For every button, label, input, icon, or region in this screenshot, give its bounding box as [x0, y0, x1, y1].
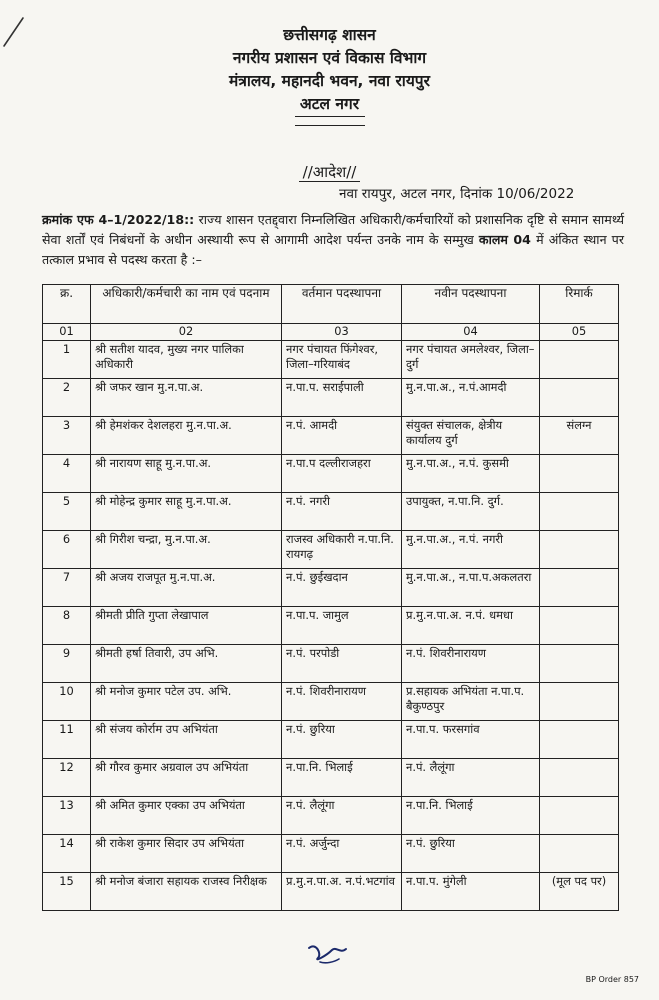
new-posting-cell: प्र.सहायक अभियंता न.पा.प. बैकुण्ठपुर	[402, 682, 540, 720]
column-number: 01	[43, 324, 91, 341]
table-row	[43, 454, 619, 492]
table-row	[43, 530, 619, 568]
remark-cell	[540, 530, 619, 568]
current-posting-cell: न.पा.प. जामुल	[282, 606, 402, 644]
current-posting-cell: न.पा.प. सराईपाली	[282, 378, 402, 416]
order-body-end: में अंकित स्थान पर तत्काल प्रभाव से पदस्थ करता है :–	[42, 232, 624, 267]
serial-cell: 9	[43, 644, 91, 682]
name-cell: श्री गौरव कुमार अग्रवाल उप अभियंता	[91, 758, 282, 796]
serial-cell: 11	[43, 720, 91, 758]
table-row	[43, 378, 619, 416]
remark-cell	[540, 644, 619, 682]
name-cell: श्री अजय राजपूत मु.न.पा.अ.	[91, 568, 282, 606]
serial-cell: 13	[43, 796, 91, 834]
remark-cell: (मूल पद पर)	[540, 872, 619, 910]
order-title-text: //आदेश//	[299, 163, 361, 182]
current-posting-cell: न.पं. अर्जुन्दा	[282, 834, 402, 872]
current-posting-cell: प्र.मु.न.पा.अ. न.पं.भटगांव	[282, 872, 402, 910]
header-state: छत्तीसगढ़ शासन	[283, 26, 376, 44]
table-row	[43, 758, 619, 796]
new-posting-cell: न.पं. लैलूंगा	[402, 758, 540, 796]
serial-cell: 7	[43, 568, 91, 606]
new-posting-cell: नगर पंचायत अमलेश्वर, जिला–दुर्ग	[402, 340, 540, 378]
serial-cell: 1	[43, 340, 91, 378]
column-number: 02	[91, 324, 282, 341]
order-number: क्रमांक एफ 4–1/2022/18::	[42, 212, 195, 227]
current-posting-cell: न.पं. परपोडी	[282, 644, 402, 682]
current-posting-cell: न.पं. लैलूंगा	[282, 796, 402, 834]
remark-cell	[540, 720, 619, 758]
table-header-row	[43, 285, 619, 324]
new-posting-cell: मु.न.पा.अ., न.पं.आमदी	[402, 378, 540, 416]
new-posting-cell: उपायुक्त, न.पा.नि. दुर्ग.	[402, 492, 540, 530]
table-row	[43, 568, 619, 606]
table-row	[43, 834, 619, 872]
new-posting-cell: न.पा.नि. भिलाई	[402, 796, 540, 834]
table-body	[43, 340, 619, 910]
current-posting-cell: नगर पंचायत फिंगेश्वर, जिला–गरियाबंद	[282, 340, 402, 378]
name-cell: श्री मनोज कुमार पटेल उप. अभि.	[91, 682, 282, 720]
column-number: 03	[282, 324, 402, 341]
new-posting-cell: न.पा.प. मुंगेली	[402, 872, 540, 910]
header-name: अधिकारी/कर्मचारी का नाम एवं पदनाम	[91, 285, 282, 324]
new-posting-cell: मु.न.पा.अ., न.पं. कुसमी	[402, 454, 540, 492]
footer-note: BP Order 857	[585, 975, 639, 984]
serial-cell: 6	[43, 530, 91, 568]
name-cell: श्री राकेश कुमार सिदार उप अभियंता	[91, 834, 282, 872]
table-row	[43, 872, 619, 910]
serial-cell: 5	[43, 492, 91, 530]
table-row	[43, 644, 619, 682]
current-posting-cell: न.पा.प दल्लीराजहरा	[282, 454, 402, 492]
name-cell: श्री सतीश यादव, मुख्य नगर पालिका अधिकारी	[91, 340, 282, 378]
table-row	[43, 682, 619, 720]
remark-cell	[540, 796, 619, 834]
serial-cell: 12	[43, 758, 91, 796]
header-remark: रिमार्क	[540, 285, 619, 324]
remark-cell	[540, 340, 619, 378]
new-posting-cell: प्र.मु.न.पा.अ. न.पं. धमधा	[402, 606, 540, 644]
header-double-underline	[295, 116, 365, 126]
column-number: 04	[402, 324, 540, 341]
remark-cell	[540, 606, 619, 644]
header-serial: क्र.	[43, 285, 91, 324]
name-cell: श्री नारायण साहू मु.न.पा.अ.	[91, 454, 282, 492]
header-department: नगरीय प्रशासन एवं विकास विभाग	[232, 49, 427, 67]
name-cell: श्री अमित कुमार एक्का उप अभियंता	[91, 796, 282, 834]
header-current-posting: वर्तमान पदस्थापना	[282, 285, 402, 324]
name-cell: श्री संजय कोर्राम उप अभियंता	[91, 720, 282, 758]
current-posting-cell: राजस्व अधिकारी न.पा.नि. रायगढ़	[282, 530, 402, 568]
header-address: मंत्रालय, महानदी भवन, नवा रायपुर	[229, 72, 430, 90]
serial-cell: 15	[43, 872, 91, 910]
current-posting-cell: न.पं. शिवरीनारायण	[282, 682, 402, 720]
table-row	[43, 606, 619, 644]
remark-cell	[540, 758, 619, 796]
current-posting-cell: न.पा.नि. भिलाई	[282, 758, 402, 796]
posting-table	[42, 284, 619, 911]
order-body-start: राज्य शासन एतद्द्वारा निम्नलिखित अधिकारी/कर्मचारियों को प्रशासनिक दृष्टि से समान सामर्थ्य सेवा शर्तों एवं निबंधनों के अधीन अस्थायी रूप से आगामी आदेश पर्यन्त उनके नाम के सम्मुख	[42, 212, 624, 247]
remark-cell	[540, 492, 619, 530]
remark-cell	[540, 378, 619, 416]
new-posting-cell: मु.न.पा.अ., न.पा.प.अकलतरा	[402, 568, 540, 606]
table-row	[43, 720, 619, 758]
name-cell: श्री हेमशंकर देशलहरा मु.न.पा.अ.	[91, 416, 282, 454]
name-cell: श्री मनोज बंजारा सहायक राजस्व निरीक्षक	[91, 872, 282, 910]
serial-cell: 8	[43, 606, 91, 644]
current-posting-cell: न.पं. नगरी	[282, 492, 402, 530]
serial-cell: 10	[43, 682, 91, 720]
current-posting-cell: न.पं. आमदी	[282, 416, 402, 454]
letterhead	[0, 24, 659, 126]
signature-mark	[306, 940, 350, 966]
serial-cell: 4	[43, 454, 91, 492]
name-cell: श्री जफर खान मु.न.पा.अ.	[91, 378, 282, 416]
order-body-bold: कालम 04	[478, 232, 531, 247]
current-posting-cell: न.पं. छुईखदान	[282, 568, 402, 606]
remark-cell	[540, 568, 619, 606]
name-cell: श्रीमती प्रीति गुप्ता लेखापाल	[91, 606, 282, 644]
table-row	[43, 492, 619, 530]
remark-cell	[540, 682, 619, 720]
header-new-posting: नवीन पदस्थापना	[402, 285, 540, 324]
column-number: 05	[540, 324, 619, 341]
place-date: नवा रायपुर, अटल नगर, दिनांक 10/06/2022	[339, 186, 575, 202]
remark-cell: संलग्न	[540, 416, 619, 454]
column-number-row	[43, 324, 619, 341]
current-posting-cell: न.पं. छुरिया	[282, 720, 402, 758]
table-row	[43, 416, 619, 454]
new-posting-cell: मु.न.पा.अ., न.पं. नगरी	[402, 530, 540, 568]
name-cell: श्रीमती हर्षा तिवारी, उप अभि.	[91, 644, 282, 682]
serial-cell: 14	[43, 834, 91, 872]
serial-cell: 3	[43, 416, 91, 454]
remark-cell	[540, 834, 619, 872]
new-posting-cell: न.पं. छुरिया	[402, 834, 540, 872]
order-intro-paragraph	[42, 210, 624, 270]
name-cell: श्री गिरीश चन्द्रा, मु.न.पा.अ.	[91, 530, 282, 568]
order-title	[0, 162, 659, 182]
new-posting-cell: न.पा.प. फरसगांव	[402, 720, 540, 758]
table-row	[43, 340, 619, 378]
new-posting-cell: संयुक्त संचालक, क्षेत्रीय कार्यालय दुर्ग	[402, 416, 540, 454]
remark-cell	[540, 454, 619, 492]
serial-cell: 2	[43, 378, 91, 416]
new-posting-cell: न.पं. शिवरीनारायण	[402, 644, 540, 682]
table-row	[43, 796, 619, 834]
name-cell: श्री मोहेन्द्र कुमार साहू मु.न.पा.अ.	[91, 492, 282, 530]
header-city: अटल नगर	[299, 95, 360, 113]
